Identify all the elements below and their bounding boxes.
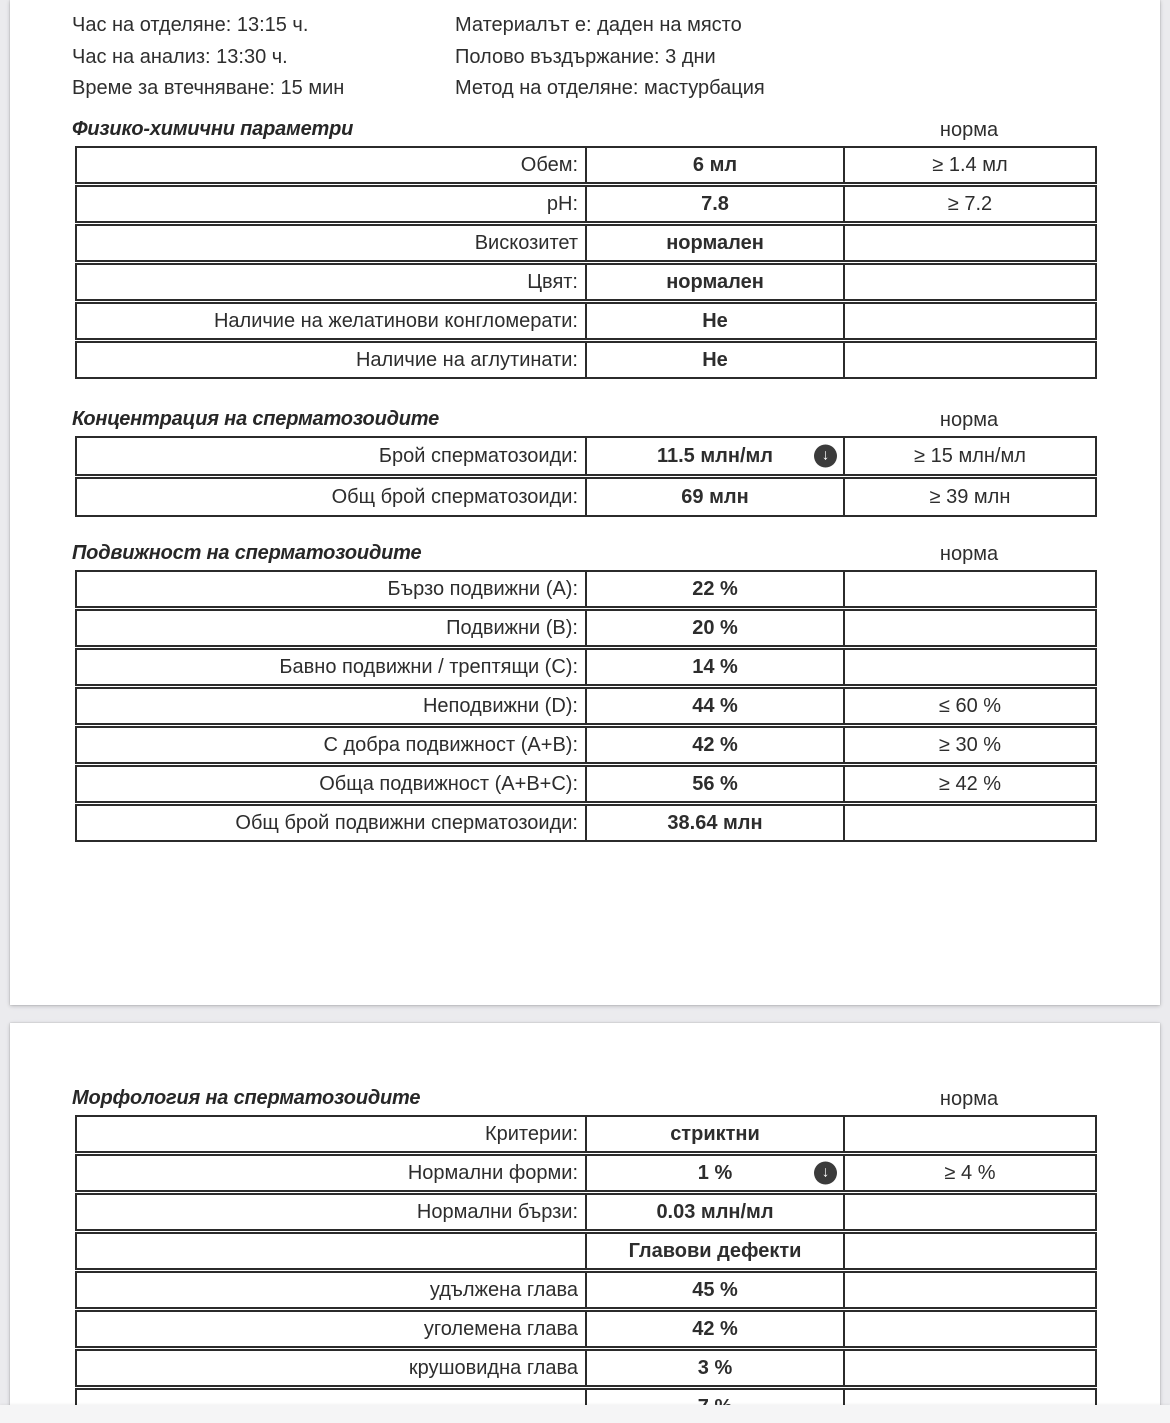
parameter-label: С добра подвижност (А+В): xyxy=(76,726,586,765)
parameter-value xyxy=(586,1310,844,1349)
parameter-label: Нормални форми: xyxy=(76,1154,586,1193)
table-row xyxy=(76,437,1096,477)
results-table xyxy=(75,436,1097,517)
parameter-label: Брой сперматозоиди: xyxy=(378,444,578,467)
parameter-label: Наличие на желатинови конгломерати: xyxy=(76,302,586,341)
table-row xyxy=(76,1193,1096,1232)
parameter-norm: ≥ 39 млн xyxy=(844,477,1096,517)
parameter-value-text: 44 % xyxy=(692,694,738,717)
section-title: Морфология на сперматозоидите xyxy=(72,1087,421,1109)
table-row xyxy=(76,1154,1096,1193)
table-row xyxy=(76,765,1096,804)
section-header xyxy=(72,1087,1095,1115)
parameter-value xyxy=(586,341,844,379)
parameter-label: Неподвижни (D): xyxy=(76,687,586,726)
parameter-value-text: 6 мл xyxy=(692,153,738,176)
parameter-norm: ≥ 1.4 мл xyxy=(844,147,1096,185)
parameter-value xyxy=(586,1232,844,1271)
parameter-label: удължена глава xyxy=(76,1271,586,1310)
parameter-label: Общ брой подвижни сперматозоиди: xyxy=(76,804,586,842)
parameter-value-text: 38.64 млн xyxy=(667,811,763,834)
table-row xyxy=(76,648,1096,687)
parameter-value xyxy=(586,1154,844,1193)
section-title: Концентрация на сперматозоидите xyxy=(72,408,440,430)
parameter-norm xyxy=(844,1232,1096,1271)
parameter-norm xyxy=(844,224,1096,263)
parameter-value-text: 11.5 млн/мл xyxy=(656,444,773,467)
report-page-1 xyxy=(10,0,1160,1005)
table-row xyxy=(76,263,1096,302)
parameter-value xyxy=(586,477,844,517)
parameter-norm xyxy=(844,1349,1096,1388)
norm-column-header: норма xyxy=(939,119,999,141)
table-row xyxy=(76,726,1096,765)
parameter-label: pH: xyxy=(76,185,586,224)
table-row xyxy=(76,341,1096,379)
parameter-value xyxy=(586,302,844,341)
parameter-norm xyxy=(844,648,1096,687)
parameter-value-text: Главови дефекти xyxy=(628,1239,802,1262)
report-page-2 xyxy=(10,1023,1160,1423)
parameter-value-text: стриктни xyxy=(670,1122,760,1145)
parameter-value xyxy=(586,224,844,263)
parameter-value xyxy=(586,804,844,842)
liquefaction-time-line: Време за втечняване: 15 мин xyxy=(72,77,345,99)
report-section xyxy=(10,408,1160,508)
parameter-norm xyxy=(844,263,1096,302)
table-row xyxy=(76,147,1096,185)
parameter-label: Критерии: xyxy=(484,1122,578,1145)
norm-column-header: норма xyxy=(939,409,999,431)
parameter-label: Подвижни (В): xyxy=(76,609,586,648)
table-row xyxy=(76,185,1096,224)
table-row xyxy=(76,1116,1096,1154)
parameter-value-text: 20 % xyxy=(692,616,738,639)
table-row xyxy=(76,1232,1096,1271)
parameter-norm: ≥ 42 % xyxy=(844,765,1096,804)
parameter-norm: ≥ 7.2 xyxy=(844,185,1096,224)
parameter-norm: ≥ 15 млн/мл xyxy=(844,437,1096,477)
parameter-norm xyxy=(844,1116,1096,1154)
parameter-label: уголемена глава xyxy=(76,1310,586,1349)
parameter-label xyxy=(76,1232,586,1271)
parameter-label: Обем: xyxy=(520,153,578,176)
table-row xyxy=(76,477,1096,517)
material-source-line: Материалът е: даден на място xyxy=(455,14,742,36)
table-row xyxy=(76,224,1096,263)
parameter-value-text: 69 млн xyxy=(681,485,749,508)
parameter-norm: ≤ 60 % xyxy=(844,687,1096,726)
parameter-value xyxy=(586,765,844,804)
collection-method-line: Метод на отделяне: мастурбация xyxy=(455,77,765,99)
bottom-overlay-bar xyxy=(0,1405,1170,1423)
parameter-value-text: 45 % xyxy=(692,1278,738,1301)
parameter-label: крушовидна глава xyxy=(76,1349,586,1388)
parameter-norm: ≥ 4 % xyxy=(844,1154,1096,1193)
parameter-label: Цвят: xyxy=(76,263,586,302)
parameter-value xyxy=(586,185,844,224)
parameter-value-text: нормален xyxy=(666,231,764,254)
norm-column-header: норма xyxy=(939,543,999,565)
parameter-value xyxy=(586,726,844,765)
parameter-value xyxy=(586,1193,844,1232)
section-header xyxy=(72,408,1095,436)
parameter-value-text: 3 % xyxy=(697,1356,733,1379)
parameter-value xyxy=(586,609,844,648)
parameter-label: Бързо подвижни (А): xyxy=(387,577,578,600)
parameter-label: Обща подвижност (А+В+С): xyxy=(76,765,586,804)
parameter-value-text: 1 % xyxy=(697,1161,733,1184)
table-row xyxy=(76,302,1096,341)
parameter-value xyxy=(586,687,844,726)
table-row xyxy=(76,687,1096,726)
section-title: Физико-химични параметри xyxy=(72,118,354,140)
sample-info-right-column xyxy=(455,10,765,105)
parameter-label: Наличие на аглутинати: xyxy=(76,341,586,379)
parameter-value-text: 14 % xyxy=(692,655,738,678)
parameter-norm xyxy=(844,302,1096,341)
parameter-norm xyxy=(844,1310,1096,1349)
parameter-value-text: Не xyxy=(702,348,728,371)
parameter-value xyxy=(586,147,844,185)
table-row xyxy=(76,1349,1096,1388)
parameter-value xyxy=(586,1116,844,1154)
parameter-norm xyxy=(844,571,1096,609)
table-row xyxy=(76,571,1096,609)
parameter-value xyxy=(586,437,844,477)
parameter-value xyxy=(586,263,844,302)
results-table xyxy=(75,570,1097,842)
table-row xyxy=(76,1310,1096,1349)
parameter-value-text: 42 % xyxy=(692,733,738,756)
results-table xyxy=(75,1115,1097,1423)
results-table xyxy=(75,146,1097,379)
table-row xyxy=(76,1271,1096,1310)
parameter-value-text: 56 % xyxy=(692,772,738,795)
parameter-value xyxy=(586,1349,844,1388)
parameter-label: Нормални бързи: xyxy=(76,1193,586,1232)
report-section xyxy=(10,1087,1160,1379)
parameter-norm xyxy=(844,341,1096,379)
table-row xyxy=(76,804,1096,842)
sample-info-left-column xyxy=(72,10,344,105)
parameter-value xyxy=(586,571,844,609)
section-title: Подвижност на сперматозоидите xyxy=(72,542,422,564)
table-row xyxy=(76,609,1096,648)
parameter-norm: ≥ 30 % xyxy=(844,726,1096,765)
parameter-label: Общ брой сперматозоиди: xyxy=(76,477,586,517)
below-norm-arrow-icon: ↓ xyxy=(814,1162,837,1185)
analysis-time-line: Час на анализ: 13:30 ч. xyxy=(72,45,288,68)
parameter-value-text: 22 % xyxy=(692,577,738,600)
parameter-label: Вискозитет xyxy=(76,224,586,263)
report-section xyxy=(10,118,1160,371)
parameter-norm xyxy=(844,1271,1096,1310)
parameter-value-text: нормален xyxy=(666,270,764,293)
parameter-value-text: 42 % xyxy=(692,1317,738,1340)
collection-time-line: Час на отделяне: 13:15 ч. xyxy=(72,14,309,36)
parameter-value-text: 7.8 xyxy=(701,192,729,215)
parameter-value xyxy=(586,1271,844,1310)
parameter-value-text: 0.03 млн/мл xyxy=(656,1200,774,1223)
section-header xyxy=(72,118,1095,146)
abstinence-line: Полово въздържание: 3 дни xyxy=(455,45,716,68)
parameter-value xyxy=(586,648,844,687)
parameter-norm xyxy=(844,609,1096,648)
below-norm-arrow-icon: ↓ xyxy=(814,445,837,468)
section-header xyxy=(72,542,1095,570)
parameter-norm xyxy=(844,1193,1096,1232)
report-section xyxy=(10,542,1160,834)
norm-column-header: норма xyxy=(939,1088,999,1110)
parameter-norm xyxy=(844,804,1096,842)
parameter-label: Бавно подвижни / трептящи (С): xyxy=(76,648,586,687)
parameter-value-text: Не xyxy=(702,309,728,332)
